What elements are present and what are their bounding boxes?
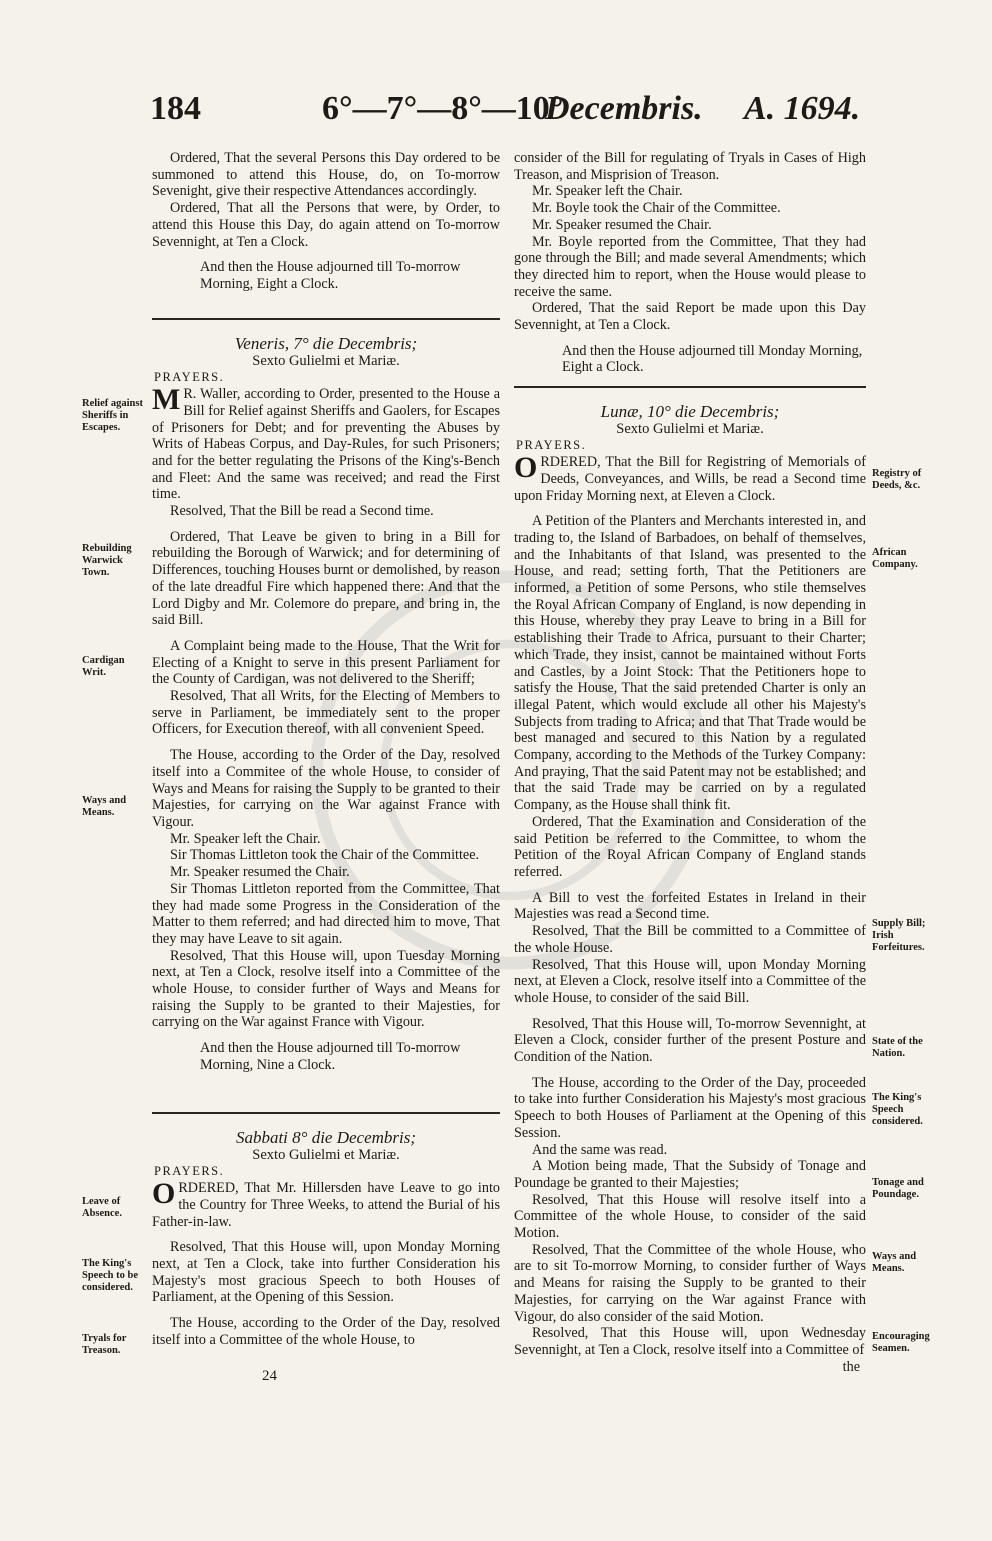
sidenote: The King's Speech to be considered. — [82, 1258, 138, 1293]
right-column — [514, 150, 866, 376]
drop-cap: M — [152, 383, 181, 417]
right-column-day — [514, 404, 866, 1375]
paragraph: Mr. Speaker left the Chair. — [170, 830, 321, 847]
sidenote: African Company. — [872, 547, 918, 570]
catchword: the — [842, 1358, 860, 1375]
sidenote: The King's Speech considered. — [872, 1092, 923, 1127]
paragraph: Mr. Speaker left the Chair. — [532, 183, 683, 200]
paragraph: And the same was read. — [532, 1141, 668, 1158]
paragraph: Resolved, That this House will, upon Wednesday Sevennight, at Ten a Clock, resolve itself into a Committee of — [514, 1325, 866, 1358]
left-column-day2 — [152, 336, 500, 1074]
paragraph: RDERED, That Mr. Hillersden have Leave to go into the Country for Three Weeks, to attend the Burial of his Father-in-law. — [152, 1180, 500, 1230]
paragraph: Ordered, That the Examination and Consideration of the said Petition be referred to the Committee, to whom the Petition of the Royal African Company of England stands referred. — [514, 813, 866, 880]
paragraph: Resolved, That the Bill be committed to a Committee of the whole House. — [514, 923, 866, 956]
day-heading: Lunæ, 10° die Decembris; — [600, 402, 780, 421]
paragraph: Resolved, That this House will, upon Tuesday Morning next, at Ten a Clock, resolve itself into a Committee of the whole House, to consider further of Ways and Means for raising the Supply to be granted to their Majesties, for carrying on the War against France with Vigour. — [152, 947, 500, 1031]
paragraph: Resolved, That the Committee of the whole House, who are to sit To-morrow Morning, to consider further of Ways and Means for raising the Supply to be granted to their Majesties, for carrying on the War against France with Vigour, do also consider of the said Motion. — [514, 1241, 866, 1325]
sidenote: Tonage and Poundage. — [872, 1177, 924, 1200]
paragraph: A Complaint being made to the House, That the Writ for Electing of a Knight to serve in this present Parliament for the County of Cardigan, was not delivered to the Sheriff; — [152, 637, 500, 688]
sidenote: Ways and Means. — [82, 795, 127, 818]
paragraph: Mr. Speaker resumed the Chair. — [532, 216, 712, 233]
paragraph: RDERED, That the Bill for Registring of Memorials of Deeds, Conveyances, and Wills, be read a Second time upon Friday Morning next, at Eleven a Clock. — [514, 454, 866, 504]
page-number: 184 — [150, 90, 201, 127]
paragraph: R. Waller, according to Order, presented to the House a Bill for Relief against Sheriffs and Gaolers, for Escapes of Prisoners for Debt; and for preventing the Abuses by Writs of Habeas Corpus, and Day-Rules, for such Prisoners; and for the better regulating the Prisons of the King's-Bench and Fleet: And the same was received; and read the First time. — [152, 386, 500, 503]
paragraph: Resolved, That this House will, upon Monday Morning next, at Ten a Clock, take into further Consideration his Majesty's most gracious Speech to both Houses of Parliament, at the Opening of this Session. — [152, 1239, 500, 1306]
header-year: A. 1694. — [744, 90, 861, 127]
paragraph: Mr. Speaker resumed the Chair. — [170, 864, 350, 881]
sidenote: Supply Bill; Irish Forfeitures. — [872, 918, 926, 953]
paragraph: Mr. Boyle reported from the Committee, That they had gone through the Bill; and made several Amendments; which they directed him to report, when the House would please to receive the same. — [514, 233, 866, 300]
prayers-label: PRAYERS. — [154, 1164, 225, 1179]
paragraph: A Bill to vest the forfeited Estates in Ireland in their Majesties was read a Second time. — [514, 889, 866, 923]
paragraph: Resolved, That all Writs, for the Electing of Members to serve in Parliament, be immediately sent to the proper Officers, for Execution thereof, with all convenient Speed. — [152, 688, 500, 738]
divider — [152, 1112, 500, 1114]
regnal-year: Sexto Gulielmi et Mariæ. — [252, 1146, 400, 1163]
header-month: Decembris. — [545, 90, 703, 127]
prayers-label: PRAYERS. — [516, 438, 587, 453]
paragraph: Mr. Boyle took the Chair of the Committee. — [532, 200, 781, 217]
sidenote: Rebuilding Warwick Town. — [82, 543, 132, 578]
paragraph: Resolved, That this House will, To-morrow Sevennight, at Eleven a Clock, consider further of the present Posture and Condition of the Nation. — [514, 1015, 866, 1066]
header-dates: 6°—7°—8°—10° — [322, 90, 564, 127]
paragraph: Resolved, That this House will resolve itself into a Committee of the whole House, to consider of the said Motion. — [514, 1191, 866, 1242]
paragraph: Resolved, That this House will, upon Monday Morning next, at Eleven a Clock, resolve itself into a Committee of the whole House, to consider of the said Bill. — [514, 956, 866, 1006]
paragraph: Sir Thomas Littleton reported from the Committee, That they had made some Progress in the Consideration of the Matter to them referred; and had directed him to move, That they may have Leave to sit again. — [152, 880, 500, 947]
sidenote: Tryals for Treason. — [82, 1333, 127, 1356]
drop-cap: O — [514, 451, 538, 485]
drop-cap: O — [152, 1177, 176, 1211]
prayers-label: PRAYERS. — [154, 370, 225, 385]
paragraph: The House, according to the Order of the Day, proceeded to take into further Consideration his Majesty's most gracious Speech to both Houses of Parliament at the Opening of this Session. — [514, 1074, 866, 1141]
regnal-year: Sexto Gulielmi et Mariæ. — [616, 420, 764, 437]
paragraph: consider of the Bill for regulating of Tryals in Cases of High Treason, and Misprision of Treason. — [514, 150, 866, 183]
adjournment: And then the House adjourned till To-morrow Morning, Nine a Clock. — [200, 1040, 461, 1073]
day-heading: Sabbati 8° die Decembris; — [235, 1128, 417, 1147]
sidenote: State of the Nation. — [872, 1036, 923, 1059]
adjournment: And then the House adjourned till Monday Morning, Eight a Clock. — [562, 342, 863, 376]
divider — [514, 386, 866, 388]
paragraph: The House, according to the Order of the Day, resolved itself into a Commitee of the whole House, to consider of Ways and Means for raising the Supply to be granted to their Majesties, for carrying on the War against France with Vigour. — [152, 747, 500, 830]
paragraph: Ordered, That the said Report be made upon this Day Sevennight, at Ten a Clock. — [514, 300, 866, 334]
sidenote: Ways and Means. — [872, 1251, 917, 1274]
paragraph: Ordered, That the several Persons this Day ordered to be summoned to attend this House, do, on To-morrow Sevenight, give their respective Attendances accordingly. — [152, 150, 500, 200]
regnal-year: Sexto Gulielmi et Mariæ. — [252, 352, 400, 369]
paragraph: The House, according to the Order of the Day, resolved itself into a Committee of the whole House, to — [152, 1315, 500, 1348]
sidenote: Cardigan Writ. — [82, 655, 125, 678]
sidenote: Leave of Absence. — [82, 1196, 122, 1219]
paragraph: Sir Thomas Littleton took the Chair of the Committee. — [170, 847, 480, 864]
divider — [152, 318, 500, 320]
left-column — [152, 150, 500, 293]
sidenote: Relief against Sheriffs in Escapes. — [82, 398, 143, 433]
day-heading: Veneris, 7° die Decembris; — [234, 334, 418, 353]
paragraph: A Petition of the Planters and Merchants interested in, and trading to, the Island of Barbadoes, on behalf of themselves, and the Inhabitants of that Island, was presented to the House, and read; setting forth, That the Petitioners are informed, a Petition of some Persons, who stile themselves the Royal African Company of England, is now depending in this House, whereby they pray Leave to bring in a Bill for establishing their Trade to Africa, pursuant to their Charter; which Trade, they insist, cannot be maintained without Forts and Castles, by a Joint Stock: That the Petitioners hope to satisfy the House, That the said pretended Charter is only an illegal Patent, which would exclude all other his Majesty's Subjects from trading to Africa; and that That Trade would be best managed and secured to this Nation by a regulated Company, according to the Methods of the Turkey Company: And praying, That the said Patent may not be established; and that the said Trade may be carried on by a regulated Company, as the House shall think fit. — [514, 513, 866, 814]
paragraph: Ordered, That Leave be given to bring in a Bill for rebuilding the Borough of Warwick; and for determining of Differences, touching Houses burnt or demolished, by reason of the late dreadful Fire which happened there: And that the Lord Digby and Mr. Colemore do prepare, and bring in, the said Bill. — [152, 528, 500, 629]
left-column-day3 — [152, 1130, 500, 1348]
signature-mark: 24 — [262, 1368, 277, 1384]
sidenote: Registry of Deeds, &c. — [872, 468, 922, 491]
paragraph: A Motion being made, That the Subsidy of Tonage and Poundage be granted to their Majesties; — [514, 1158, 866, 1191]
paragraph: Ordered, That all the Persons that were, by Order, to attend this House this Day, do again attend on To-morrow Sevennight, at Ten a Clock. — [152, 200, 500, 250]
adjournment: And then the House adjourned till To-morrow Morning, Eight a Clock. — [200, 259, 461, 292]
sidenote: Encouraging Seamen. — [872, 1331, 930, 1354]
paragraph: Resolved, That the Bill be read a Second time. — [170, 503, 434, 520]
